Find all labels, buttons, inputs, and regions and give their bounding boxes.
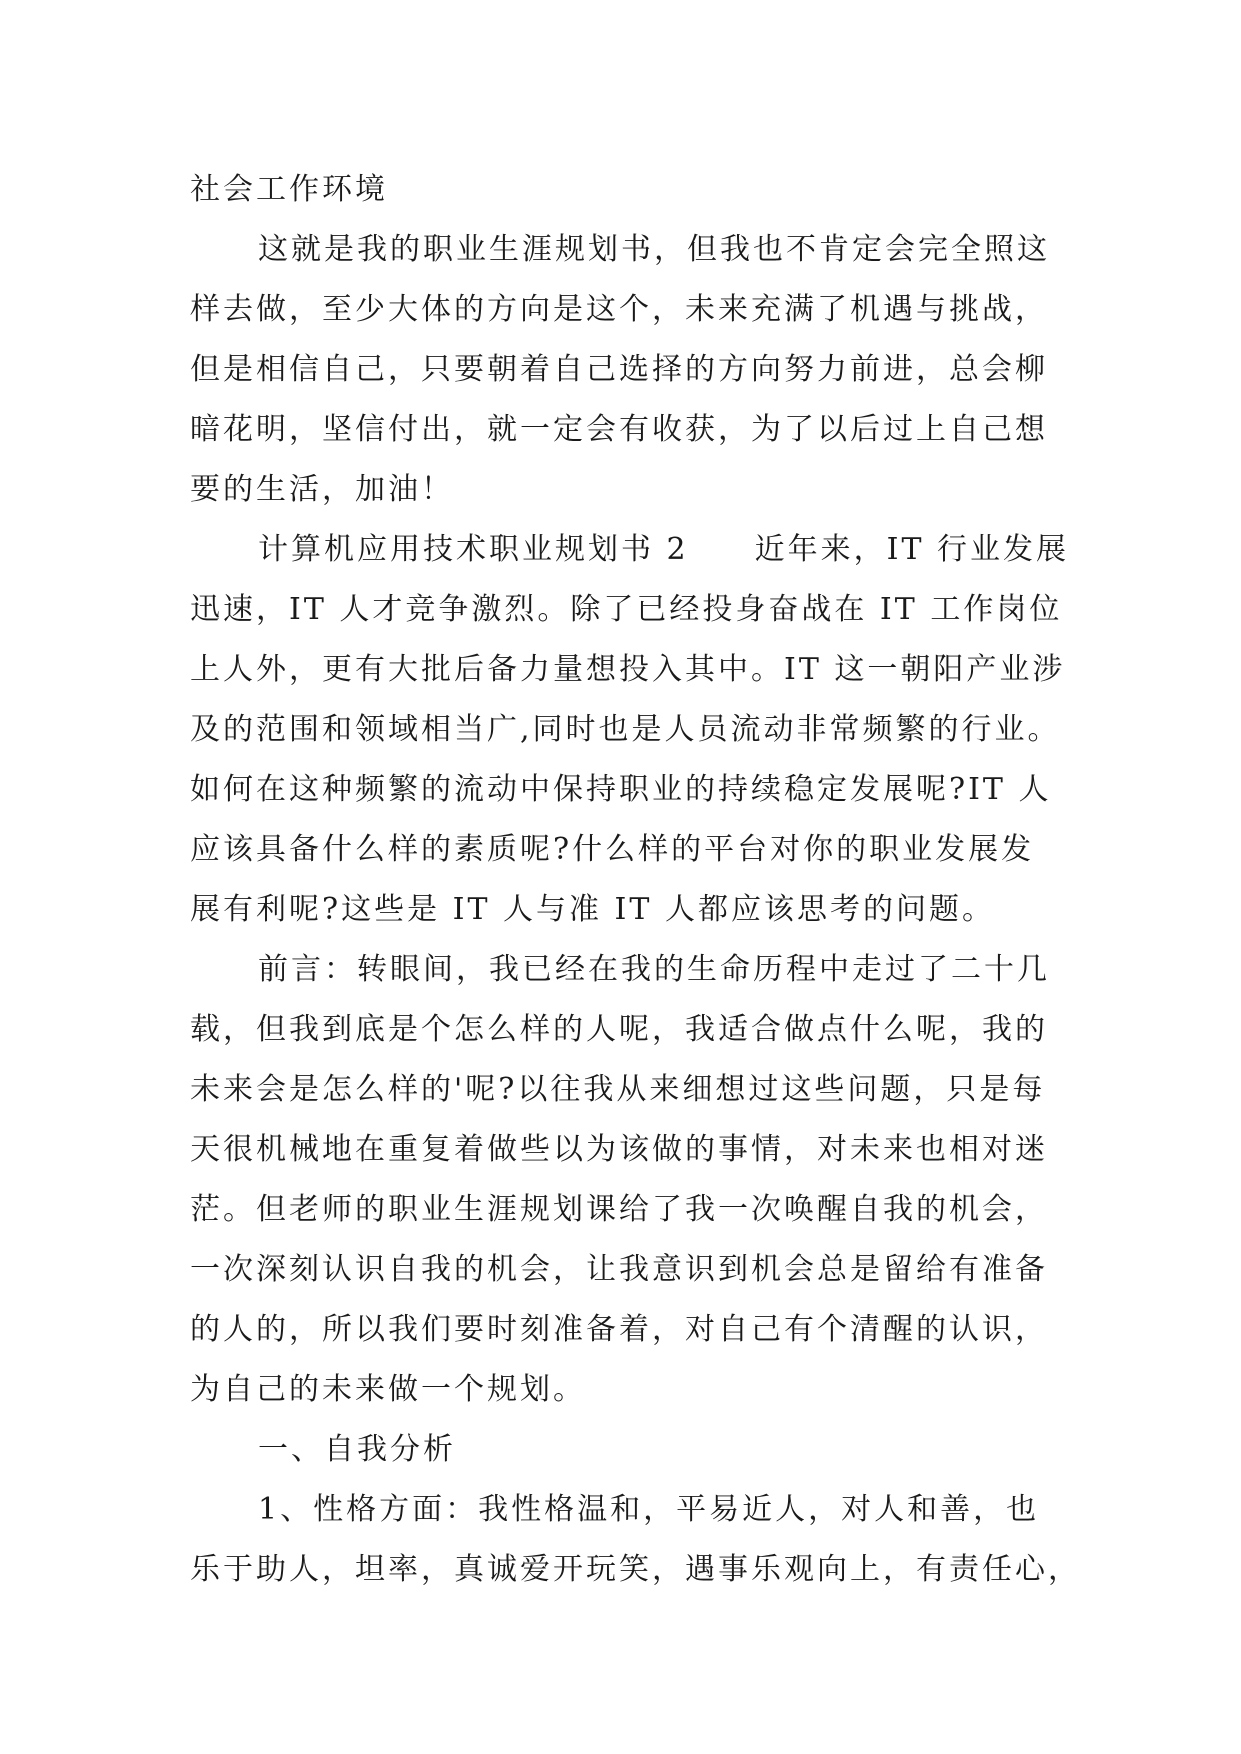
text-line: 社会工作环境 bbox=[190, 172, 388, 207]
text-line: 展有利呢?这些是 IT 人与准 IT 人都应该思考的问题。 bbox=[190, 892, 995, 927]
section-heading: 一、自我分析 bbox=[258, 1432, 456, 1467]
text-line: 上人外，更有大批后备力量想投入其中。IT 这一朝阳产业涉 bbox=[190, 652, 1066, 687]
text-line: 茫。但老师的职业生涯规划课给了我一次唤醒自我的机会， bbox=[190, 1192, 1048, 1227]
text-line: 载，但我到底是个怎么样的人呢，我适合做点什么呢，我的 bbox=[190, 1012, 1048, 1047]
text-line: 应该具备什么样的素质呢?什么样的平台对你的职业发展发 bbox=[190, 832, 1035, 867]
text-line: 如何在这种频繁的流动中保持职业的持续稳定发展呢?IT 人 bbox=[190, 772, 1052, 807]
text-line: 及的范围和领域相当广,同时也是人员流动非常频繁的行业。 bbox=[190, 712, 1061, 747]
paragraph-first-line: 1、性格方面：我性格温和，平易近人，对人和善，也 bbox=[258, 1492, 1040, 1527]
text-line: 为自己的未来做一个规划。 bbox=[190, 1372, 586, 1407]
paragraph-first-line: 这就是我的职业生涯规划书，但我也不肯定会完全照这 bbox=[258, 232, 1050, 267]
text-line: 天很机械地在重复着做些以为该做的事情，对未来也相对迷 bbox=[190, 1132, 1048, 1167]
text-line: 要的生活，加油！ bbox=[190, 472, 454, 507]
paragraph-first-line: 计算机应用技术职业规划书 2 近年来，IT 行业发展 bbox=[258, 532, 1070, 567]
text-line: 暗花明，坚信付出，就一定会有收获，为了以后过上自己想 bbox=[190, 412, 1048, 447]
document-body bbox=[190, 160, 1081, 1600]
text-line: 一次深刻认识自我的机会，让我意识到机会总是留给有准备 bbox=[190, 1252, 1048, 1287]
text-line: 但是相信自己，只要朝着自己选择的方向努力前进，总会柳 bbox=[190, 352, 1048, 387]
paragraph-first-line: 前言：转眼间，我已经在我的生命历程中走过了二十几 bbox=[258, 952, 1050, 987]
text-line: 未来会是怎么样的'呢?以往我从来细想过这些问题，只是每 bbox=[190, 1072, 1046, 1107]
text-line: 乐于助人，坦率，真诚爱开玩笑，遇事乐观向上，有责任心， bbox=[190, 1552, 1081, 1587]
text-line: 的人的，所以我们要时刻准备着，对自己有个清醒的认识， bbox=[190, 1312, 1048, 1347]
text-line: 迅速，IT 人才竞争激烈。除了已经投身奋战在 IT 工作岗位 bbox=[190, 592, 1063, 627]
text-line: 样去做，至少大体的方向是这个，未来充满了机遇与挑战， bbox=[190, 292, 1048, 327]
